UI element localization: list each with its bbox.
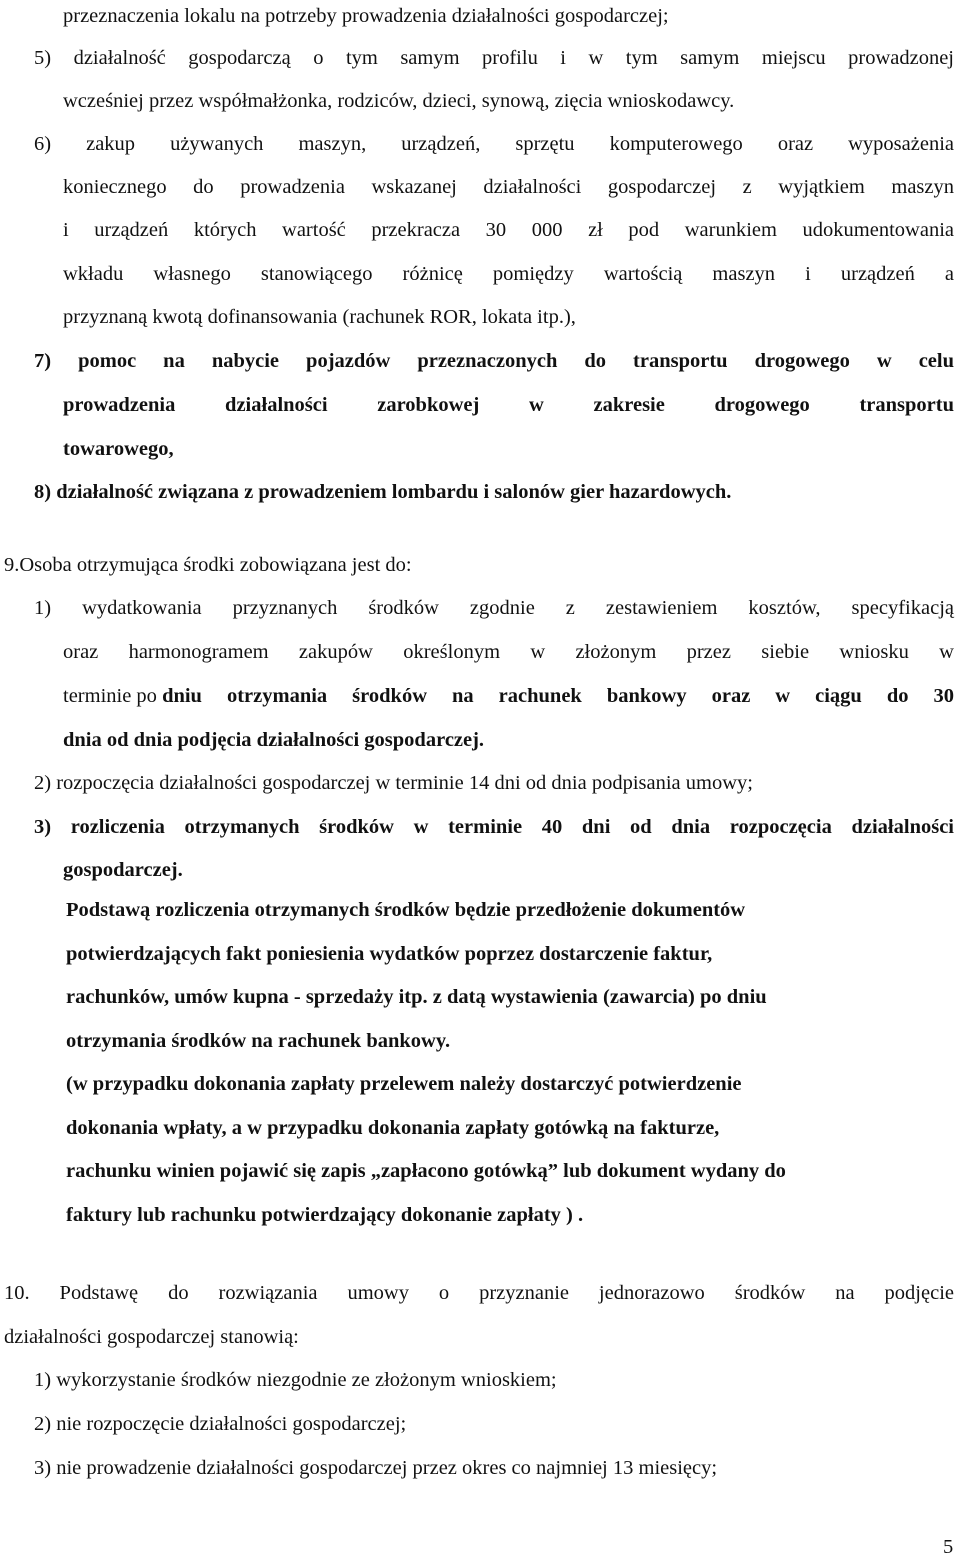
section-heading-10: 10. Podstawę do rozwiązania umowy o przyznanie jednorazowo środków na podjęcie xyxy=(4,1282,954,1304)
bold-span: dniu otrzymania środków na rachunek bankowy oraz w ciągu do 30 xyxy=(162,685,954,707)
bold-paragraph-line: faktury lub rachunku potwierdzający dokonanie zapłaty ) . xyxy=(66,1204,584,1226)
section-heading-9: 9.Osoba otrzymująca środki zobowiązana jest do: xyxy=(4,554,412,576)
bold-paragraph-line: Podstawą rozliczenia otrzymanych środków będzie przedłożenie dokumentów xyxy=(66,899,746,921)
text-line: towarowego, xyxy=(63,438,174,460)
text-line: prowadzenia działalności zarobkowej w zakresie drogowego transportu xyxy=(63,394,954,416)
list-item-1: 1) wydatkowania przyznanych środków zgodnie z zestawieniem kosztów, specyfikacją xyxy=(34,597,954,619)
bold-paragraph-line: rachunku winien pojawić się zapis „zapłacono gotówką” lub dokument wydany do xyxy=(66,1160,786,1182)
list-item-2: 2) rozpoczęcia działalności gospodarczej w terminie 14 dni od dnia podpisania umowy; xyxy=(34,772,753,794)
text-line xyxy=(63,684,954,708)
bold-paragraph-line: otrzymania środków na rachunek bankowy. xyxy=(66,1030,451,1052)
list-item-3: 3) rozliczenia otrzymanych środków w terminie 40 dni od dnia rozpoczęcia działalności xyxy=(34,816,954,838)
bold-paragraph-line: (w przypadku dokonania zapłaty przelewem należy dostarczyć potwierdzenie xyxy=(66,1073,742,1095)
list-item-5: 5) działalność gospodarczą o tym samym profilu i w tym samym miejscu prowadzonej xyxy=(34,47,954,69)
list-item-2: 2) nie rozpoczęcie działalności gospodarczej; xyxy=(34,1413,407,1435)
list-item-6: 6) zakup używanych maszyn, urządzeń, sprzętu komputerowego oraz wyposażenia xyxy=(34,133,954,155)
list-item-3: 3) nie prowadzenie działalności gospodarczej przez okres co najmniej 13 miesięcy; xyxy=(34,1457,718,1479)
text-line: i urządzeń których wartość przekracza 30 000 zł pod warunkiem udokumentowania xyxy=(63,219,954,241)
list-item-8: 8) działalność związana z prowadzeniem lombardu i salonów gier hazardowych. xyxy=(34,481,732,503)
bold-paragraph-line: potwierdzających fakt poniesienia wydatków poprzez dostarczenie faktur, xyxy=(66,943,713,965)
bold-paragraph-line: rachunków, umów kupna - sprzedaży itp. z datą wystawienia (zawarcia) po dniu xyxy=(66,986,767,1008)
list-item-7: 7) pomoc na nabycie pojazdów przeznaczonych do transportu drogowego w celu xyxy=(34,350,954,372)
text-line: wkładu własnego stanowiącego różnicę pomiędzy wartością maszyn i urządzeń a xyxy=(63,263,954,285)
text-line: dnia od dnia podjęcia działalności gospodarczej. xyxy=(63,729,485,751)
page-number: 5 xyxy=(943,1536,954,1558)
text-line: przyznaną kwotą dofinansowania (rachunek ROR, lokata itp.), xyxy=(63,306,576,328)
text-line: wcześniej przez współmałżonka, rodziców, dzieci, synową, zięcia wnioskodawcy. xyxy=(63,90,735,112)
text-line: przeznaczenia lokalu na potrzeby prowadzenia działalności gospodarczej; xyxy=(63,5,669,27)
text-line: działalności gospodarczej stanowią: xyxy=(4,1326,299,1348)
text-span: terminie po xyxy=(63,685,163,707)
text-line: oraz harmonogramem zakupów określonym w złożonym przez siebie wniosku w xyxy=(63,641,954,663)
bold-paragraph-line: dokonania wpłaty, a w przypadku dokonania zapłaty gotówką na fakturze, xyxy=(66,1117,720,1139)
text-line: koniecznego do prowadzenia wskazanej działalności gospodarczej z wyjątkiem maszyn xyxy=(63,176,954,198)
text-line: gospodarczej. xyxy=(63,859,183,881)
list-item-1: 1) wykorzystanie środków niezgodnie ze złożonym wnioskiem; xyxy=(34,1369,557,1391)
